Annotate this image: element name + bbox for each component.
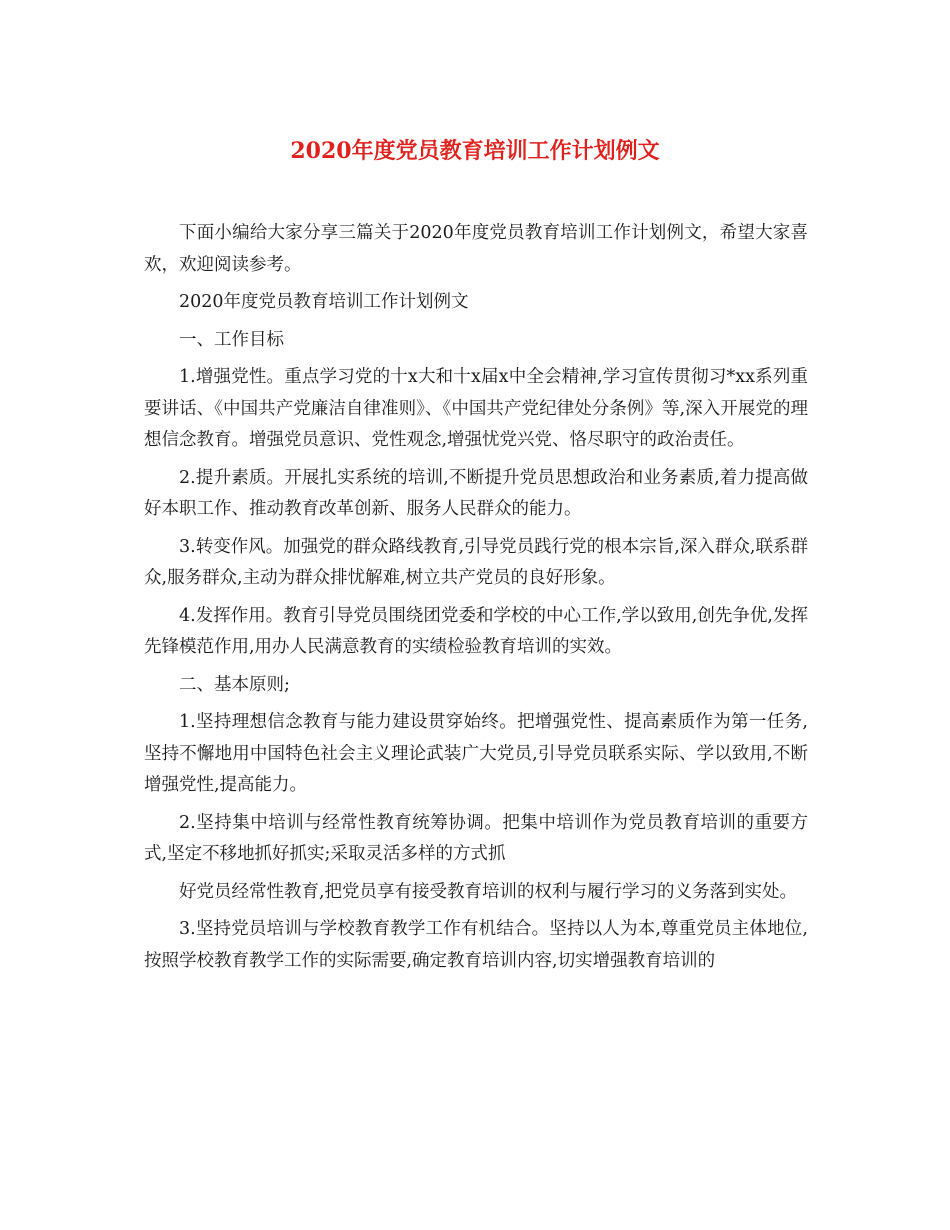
paragraph-subtitle: 2020年度党员教育培训工作计划例文 bbox=[179, 292, 469, 312]
section-heading-goals: 一、工作目标 bbox=[179, 329, 284, 350]
paragraph-principle-2: 2.坚持集中培训与经常性教育统筹协调。把集中培训作为党员教育培训的重要方式,坚定不移地抓好抓实;采取灵活多样的方式抓 bbox=[144, 812, 808, 864]
paragraph-goal-1: 1.增强党性。重点学习党的十x大和十x届x中全会精神,学习宣传贯彻习*xx系列重要讲话、《中国共产党廉洁自律准则》、《中国共产党纪律处分条例》等,深入开展党的理想信念教育。增强党员意识、党性观念,增强忧党兴党、恪尽职守的政治责任。 bbox=[144, 367, 808, 450]
paragraph-intro: 下面小编给大家分享三篇关于2020年度党员教育培训工作计划例文，希望大家喜欢，欢迎阅读参考。 bbox=[144, 223, 808, 275]
paragraph-principle-1: 1.坚持理想信念教育与能力建设贯穿始终。把增强党性、提高素质作为第一任务,坚持不懈地用中国特色社会主义理论武装广大党员,引导党员联系实际、学以致用,不断增强党性,提高能力。 bbox=[144, 712, 808, 795]
paragraph-goal-2: 2.提升素质。开展扎实系统的培训,不断提升党员思想政治和业务素质,着力提高做好本职工作、推动教育改革创新、服务人民群众的能力。 bbox=[144, 467, 808, 519]
paragraph-principle-2-cont: 好党员经常性教育,把党员享有接受教育培训的权利与履行学习的义务落到实处。 bbox=[179, 881, 798, 902]
document-title: 2020年度党员教育培训工作计划例文 bbox=[290, 138, 660, 164]
paragraph-goal-3: 3.转变作风。加强党的群众路线教育,引导党员践行党的根本宗旨,深入群众,联系群众,服务群众,主动为群众排忧解难,树立共产党员的良好形象。 bbox=[144, 536, 808, 588]
paragraph-principle-3: 3.坚持党员培训与学校教育教学工作有机结合。坚持以人为本,尊重党员主体地位,按照学校教育教学工作的实际需要,确定教育培训内容,切实增强教育培训的 bbox=[144, 919, 808, 971]
section-heading-principles: 二、基本原则; bbox=[179, 674, 290, 695]
document-body bbox=[144, 218, 808, 983]
paragraph-goal-4: 4.发挥作用。教育引导党员围绕团党委和学校的中心工作,学以致用,创先争优,发挥先锋模范作用,用办人民满意教育的实绩检验教育培训的实效。 bbox=[144, 605, 808, 657]
